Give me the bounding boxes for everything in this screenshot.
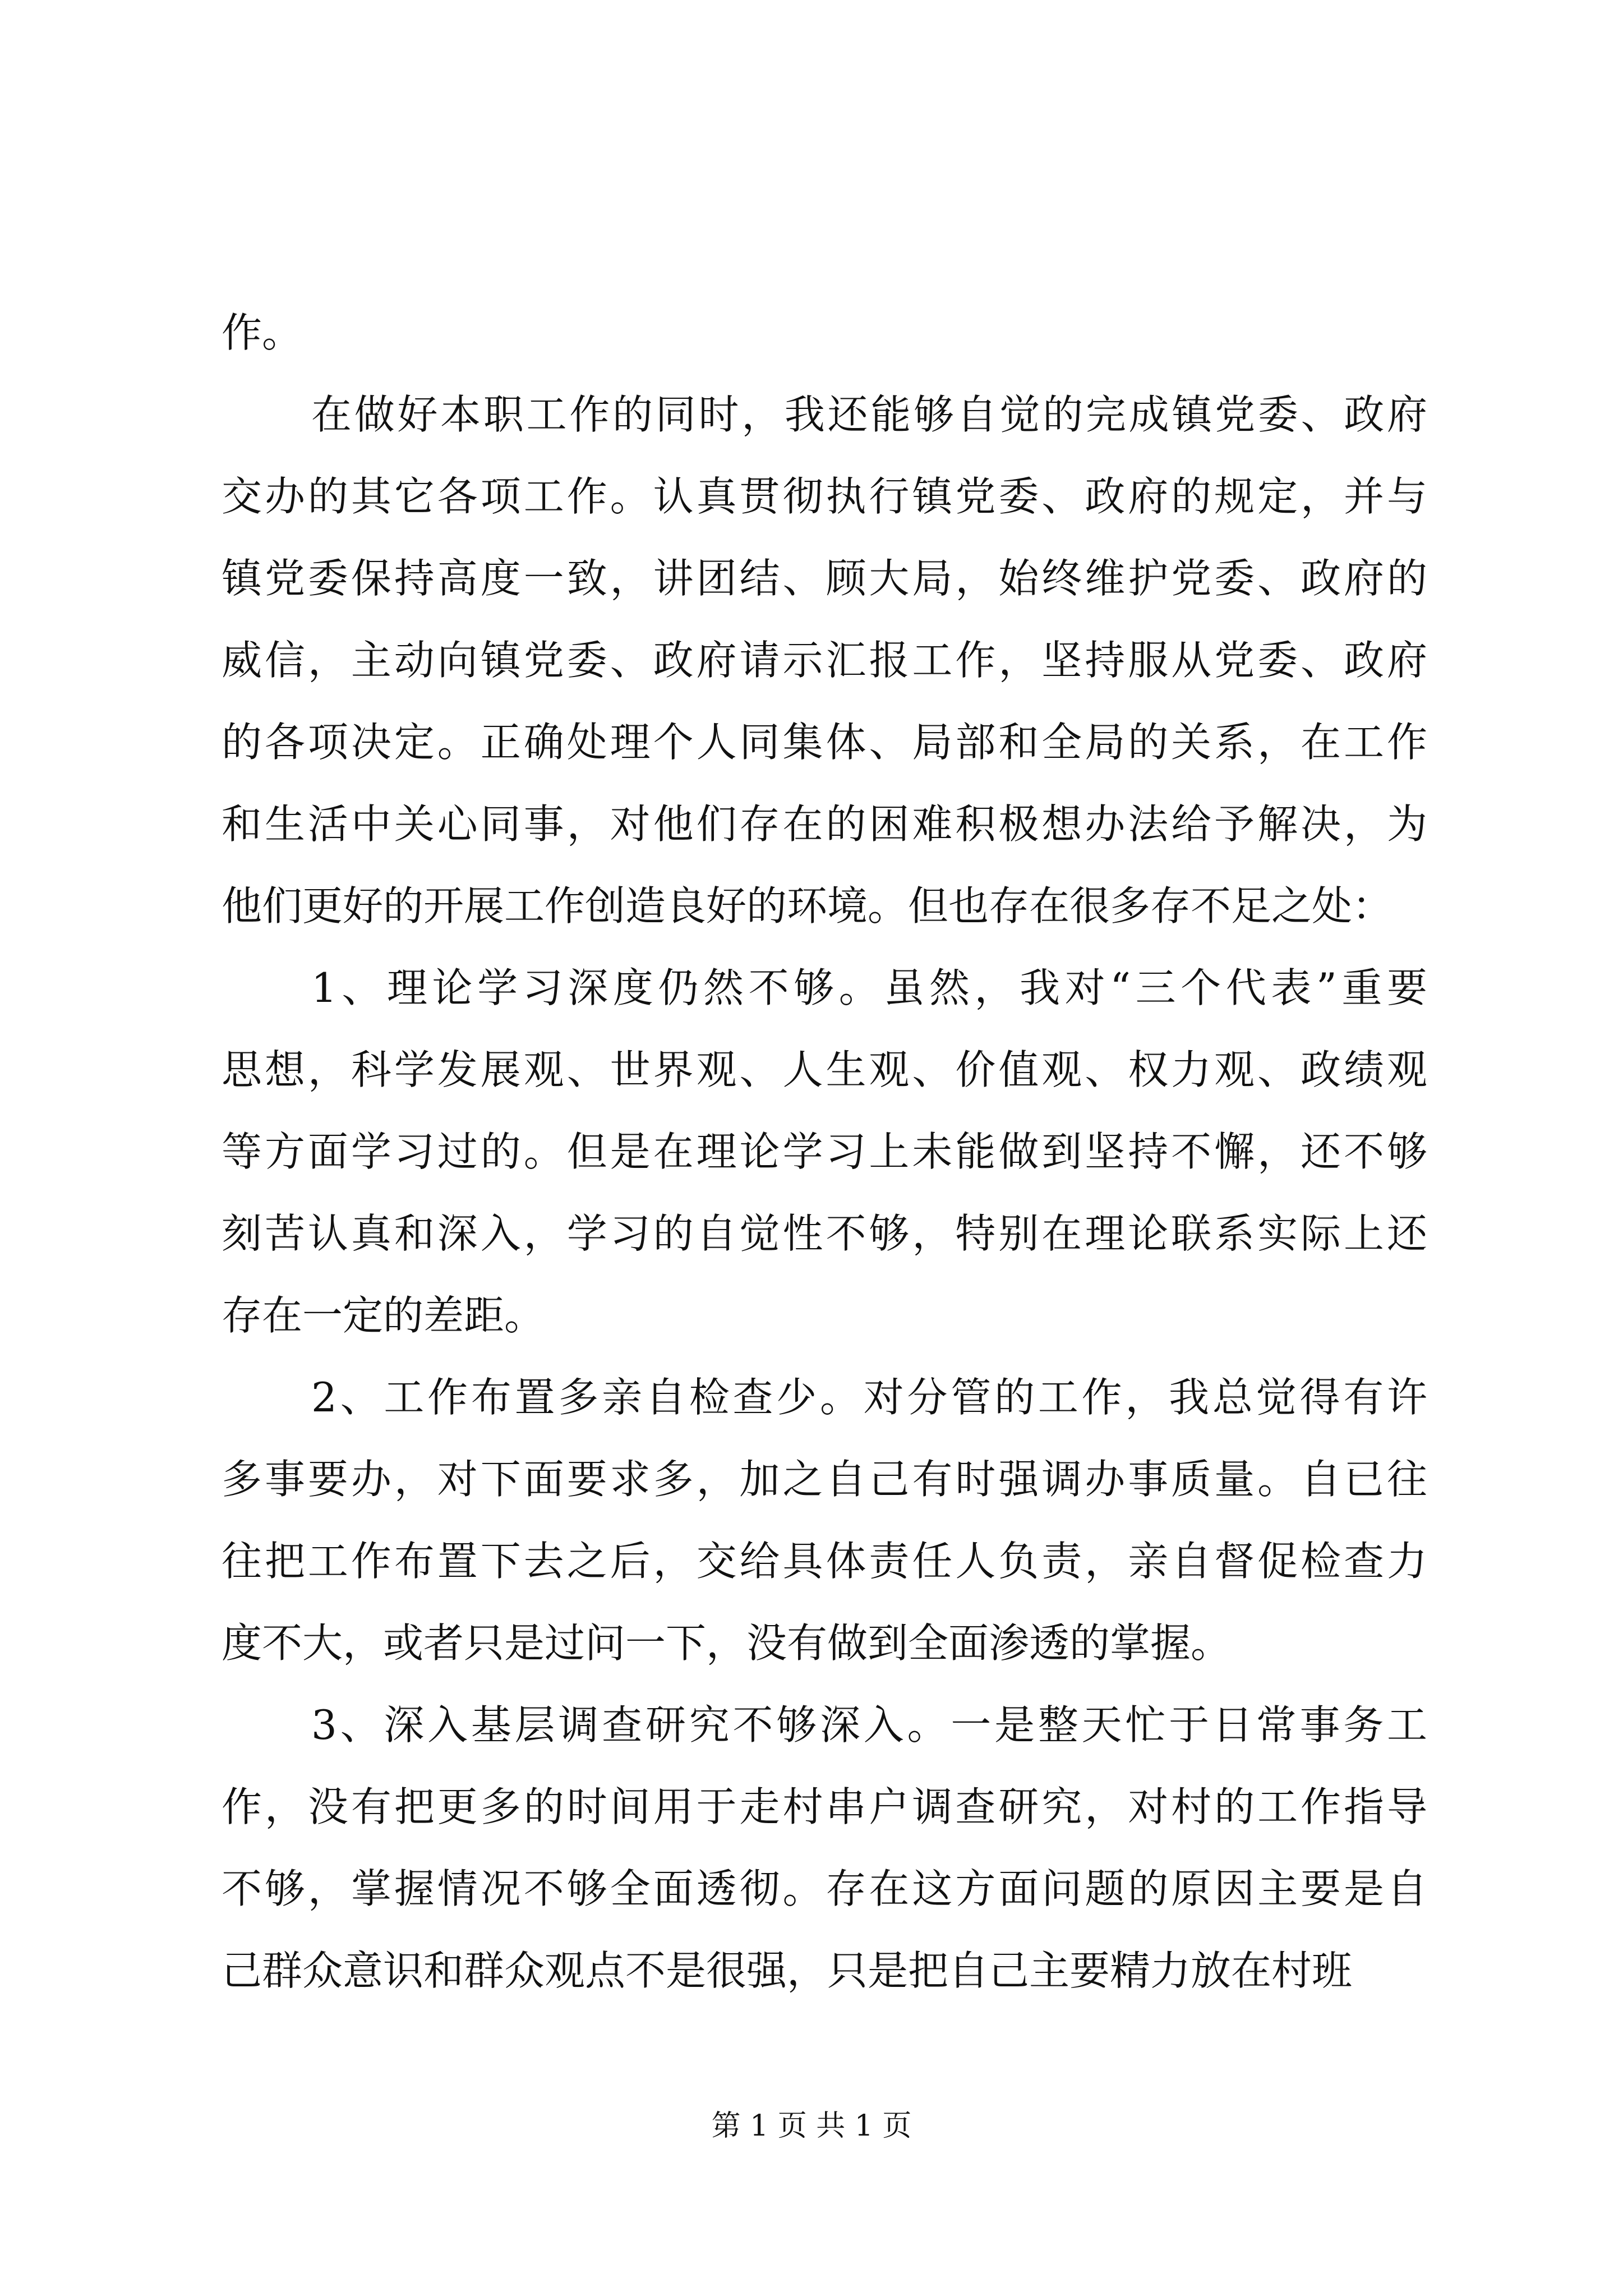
text-line: 镇党委保持高度一致，讲团结、顾大局，始终维护党委、政府的	[222, 555, 1427, 602]
text-line: 威信，主动向镇党委、政府请示汇报工作，坚持服从党委、政府	[222, 637, 1427, 684]
paragraph	[222, 292, 1427, 374]
text-line: 在做好本职工作的同时，我还能够自觉的完成镇党委、政府	[311, 391, 1427, 438]
text-line: 思想，科学发展观、世界观、人生观、价值观、权力观、政绩观	[222, 1046, 1427, 1093]
text-line: 存在一定的差距。	[222, 1292, 545, 1339]
text-line: 和生活中关心同事，对他们存在的困难积极想办法给予解决，为	[222, 800, 1427, 848]
paragraph	[222, 947, 1427, 1356]
page-footer: 第 1 页 共 1 页	[711, 2109, 912, 2143]
paragraph	[222, 374, 1427, 947]
text-line: 2、工作布置多亲自检查少。对分管的工作，我总觉得有许	[311, 1374, 1427, 1421]
text-line: 的各项决定。正确处理个人同集体、局部和全局的关系，在工作	[222, 719, 1427, 766]
text-line: 刻苦认真和深入，学习的自觉性不够，特别在理论联系实际上还	[222, 1210, 1427, 1257]
text-line: 不够，掌握情况不够全面透彻。存在这方面问题的原因主要是自	[222, 1865, 1427, 1912]
document-body	[222, 292, 1427, 2012]
text-line: 作，没有把更多的时间用于走村串户调查研究，对村的工作指导	[222, 1783, 1427, 1830]
text-line: 交办的其它各项工作。认真贯彻执行镇党委、政府的规定，并与	[222, 473, 1427, 520]
text-line: 3、深入基层调查研究不够深入。一是整天忙于日常事务工	[311, 1701, 1427, 1749]
paragraph	[222, 1356, 1427, 1684]
text-line: 己群众意识和群众观点不是很强，只是把自己主要精力放在村班	[222, 1947, 1353, 1994]
text-line: 作。	[222, 309, 303, 356]
text-line: 多事要办，对下面要求多，加之自己有时强调办事质量。自已往	[222, 1456, 1427, 1503]
paragraph	[222, 1684, 1427, 2012]
text-line: 往把工作布置下去之后，交给具体责任人负责，亲自督促检查力	[222, 1538, 1427, 1585]
text-line: 他们更好的开展工作创造良好的环境。但也存在很多存不足之处：	[222, 882, 1393, 930]
text-line: 1、理论学习深度仍然不够。虽然，我对“三个代表”重要	[311, 964, 1427, 1011]
text-line: 等方面学习过的。但是在理论学习上未能做到坚持不懈，还不够	[222, 1128, 1427, 1175]
text-line: 度不大，或者只是过问一下，没有做到全面渗透的掌握。	[222, 1619, 1232, 1667]
